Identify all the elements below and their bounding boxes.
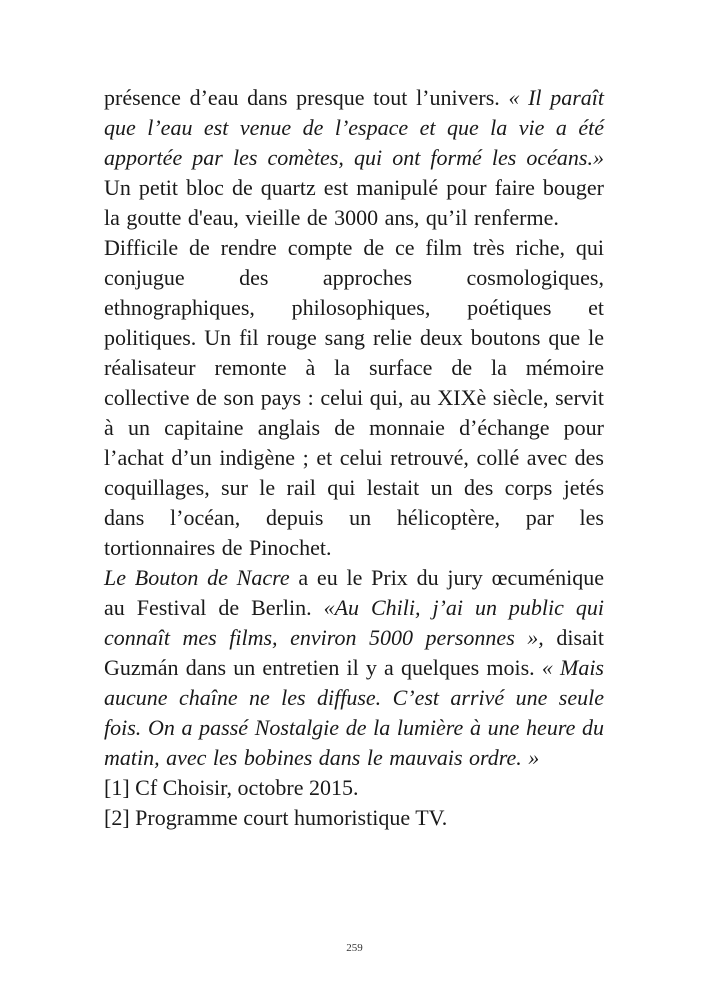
footnote-2: [2] Programme court humoristique TV.: [104, 805, 448, 830]
page-number: 259: [346, 942, 363, 954]
quote-italic: « Mais aucune chaîne ne les diffuse. C’est arrivé une seule fois. On a passé Nostalgie de la lumière à une heure du matin, avec les bobines dans le mauvais ordre. »: [104, 655, 604, 770]
page-body: [104, 83, 604, 833]
text-segment: a eu le Prix du jury œcuménique au Festival de Berlin.: [104, 565, 604, 620]
quote-italic: «Au Chili, j’ai un public qui connaît mes films, environ 5000 personnes »,: [104, 595, 604, 650]
text-segment: Un petit bloc de quartz est manipulé pour faire bouger la goutte d'eau, vieille de 3000 ans, qu’il renferme.: [104, 175, 604, 230]
paragraph-award: [104, 563, 604, 773]
paragraph-film-description: [104, 233, 604, 563]
paragraph-water-origin: [104, 83, 604, 233]
film-title-italic: Le Bouton de Nacre: [104, 565, 290, 590]
text-segment: présence d’eau dans presque tout l’univers.: [104, 85, 509, 110]
footnote-1: [1] Cf Choisir, octobre 2015.: [104, 775, 359, 800]
text-segment: disait Guzmán dans un entretien il y a quelques mois.: [104, 625, 604, 680]
quote-italic: « Il paraît que l’eau est venue de l’espace et que la vie a été apportée par les comètes, qui ont formé les océans.»: [104, 85, 604, 170]
text-segment: Difficile de rendre compte de ce film très riche, qui conjugue des approches cosmologiques, ethnographiques, philosophiques, poétiques et politiques. Un fil rouge sang relie deux boutons que le réalisateur remonte à la surface de la mémoire collective de son pays : celui qui, au XIXè siècle, servit à un capitaine anglais de monnaie d’échange pour l’achat d’un indigène ; et celui retrouvé, collé avec des coquillages, sur le rail qui lestait un des corps jetés dans l’océan, depuis un hélicoptère, par les tortionnaires de Pinochet.: [104, 235, 604, 560]
